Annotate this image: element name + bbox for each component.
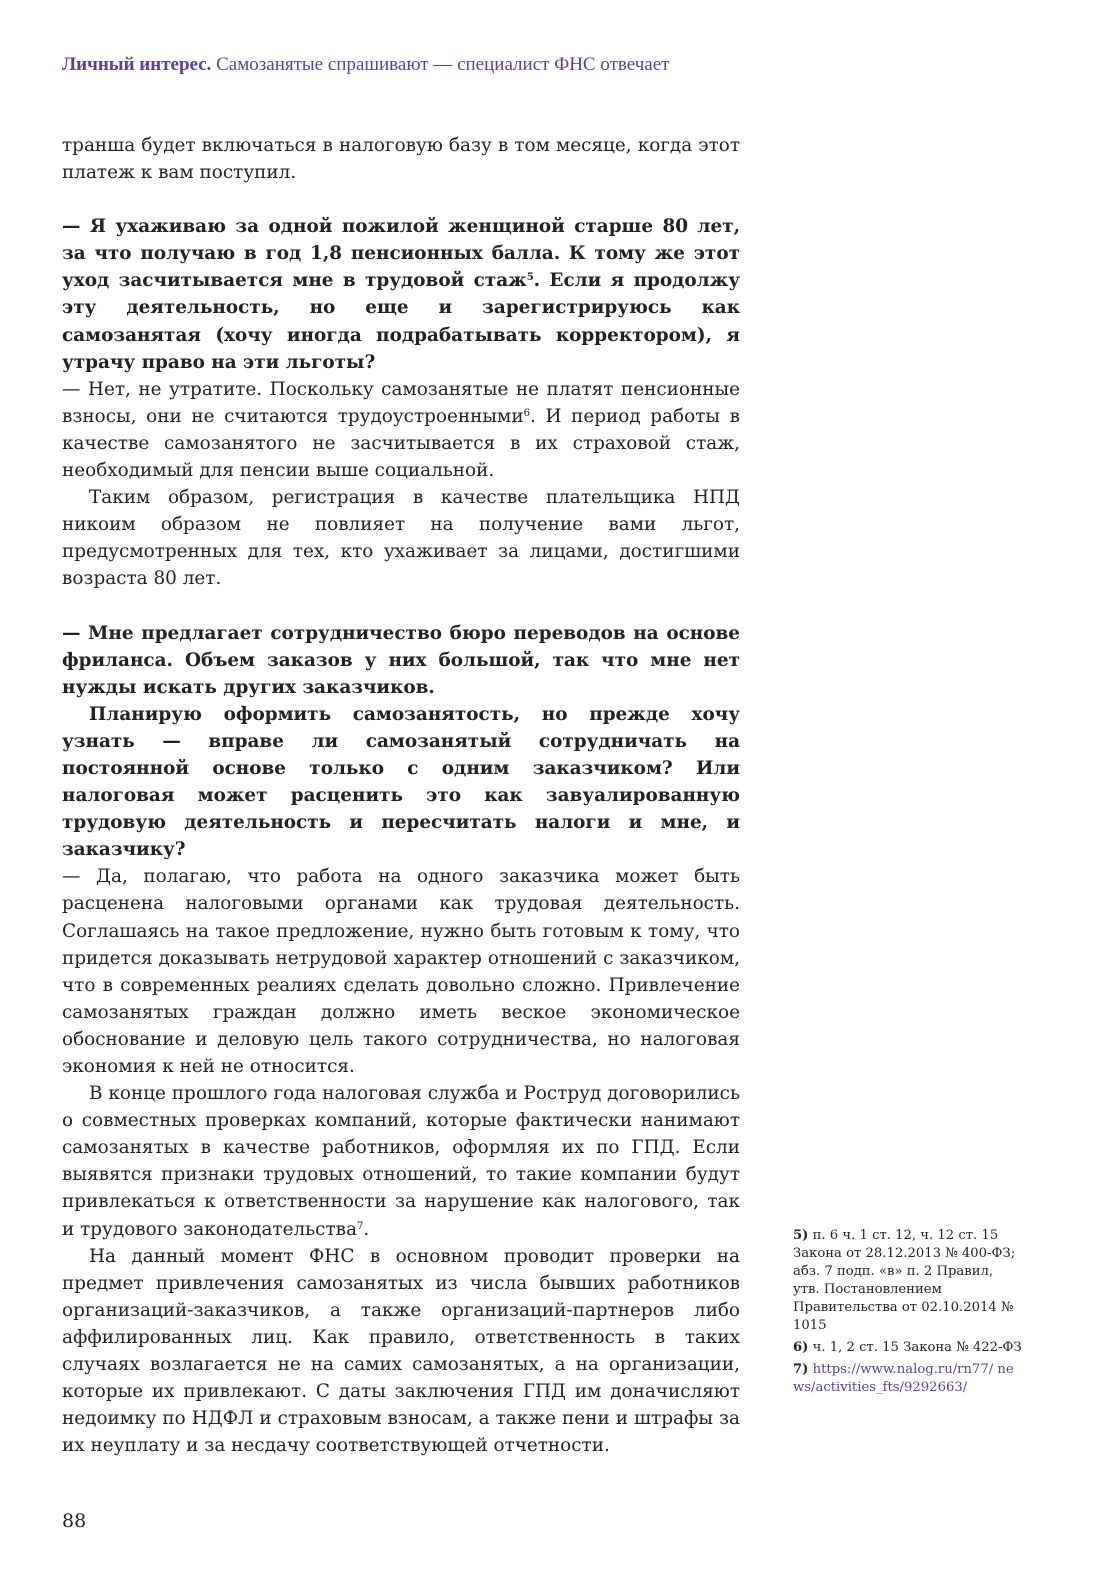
question-paragraph: Планирую оформить самозанятость, но прежде хочу узнать — вправе ли самозанятый сотрудничать на постоянной основе только с одним заказчиком? Или налоговая может расценить это как завуалированную трудовую деятельность и пересчитать налоги и мне, и заказчику? [62,703,740,861]
paragraph: транша будет включаться в налоговую базу в том месяце, когда этот платеж к вам поступил. [62,135,740,184]
footnote-ref[interactable]: 7 [356,1220,364,1232]
page-number: 88 [62,1510,87,1533]
paragraph: Таким образом, регистрация в качестве плательщика НПД никоим образом не повлияет на получение вами льгот, предусмотренных для тех, кто ухаживает за лицами, достигшими возраста 80 лет. [62,487,740,590]
main-column [62,132,740,1573]
footnote-7: 7) https://www.nalog.ru/rn77/ news/activities_fts/9292663/ [793,1362,1014,1395]
footnote-ref[interactable]: 6 [523,407,530,419]
question-paragraph: — Мне предлагает сотрудничество бюро переводов на основе фриланса. Объем заказов у них большой, так что мне нет нужды искать других заказчиков. [62,622,740,698]
footnote-link[interactable]: https://www.nalog.ru/rn77/ news/activities_fts/9292663/ [793,1362,1014,1395]
answer-paragraph: — Да, полагаю, что работа на одного заказчика может быть расценена налоговыми органами как трудовая деятельность. Соглашаясь на такое предложение, нужно быть готовым к тому, что придется доказывать нетрудовой характер отношений с заказчиком, что в современных реалиях сделать довольно сложно. Привлечение самозанятых граждан должно иметь веское экономическое обоснование и деловую цель такого сотрудничества, но налоговая экономия к ней не относится. [62,866,740,1077]
running-header [62,54,669,76]
question-paragraph: — Я ухаживаю за одной пожилой женщиной старше 80 лет, за что получаю в год 1,8 пенсионных балла. К тому же этот уход засчитывается мне в трудовой стаж$^5$. Если я продолжу эту деятельность, но еще и зарегистрируюсь как самозанятая (хочу иногда подрабатывать корректором), я утрачу право на эти льготы? [62,216,740,373]
paragraph: На данный момент ФНС в основном проводит проверки на предмет привлечения самозанятых из числа бывших работников организаций-заказчиков, а также организаций-партнеров либо аффилированных лиц. Как правило, ответственность в таких случаях возлагается не на самих самозанятых, а на организации, которые их привлекают. С даты заключения ГПД им доначисляют недоимку по НДФЛ и страховым взносам, а также пени и штрафы за их неуплату и за несдачу соответствующей отчетности. [62,1245,740,1457]
header-title: Самозанятые спрашивают — специалист ФНС отвечает [216,54,670,75]
answer-paragraph: — Нет, не утратите. Поскольку самозанятые не платят пенсионные взносы, они не считаются трудоустроенными$^6$. И период работы в качестве самозанятого не засчитывается в их страховой стаж, необходимый для пенсии выше социальной. [62,378,740,482]
section-name: Личный интерес. [62,54,212,75]
paragraph: В конце прошлого года налоговая служба и Роструд договорились о совместных проверках компаний, которые фактически нанимают самозанятых в качестве работников, оформляя их по ГПД. Если выявятся признаки трудовых отношений, то такие компании будут привлекаться к ответственности за нарушение как налогового, так и трудового законодательства$^7$. [62,1083,740,1240]
footnote-ref[interactable]: 5 [526,272,534,284]
footnote-6: 6) ч. 1, 2 ст. 15 Закона № 422-ФЗ [793,1340,1022,1355]
article-body [62,132,740,1459]
footnotes [793,1227,1023,1401]
footnote-5: 5) п. 6 ч. 1 ст. 12, ч. 12 ст. 15 Закона от 28.12.2013 № 400-ФЗ; абз. 7 подп. «в» п. 2 Правил, утв. Постановлением Правительства от 02.10.2014 № 1015 [793,1228,1016,1333]
